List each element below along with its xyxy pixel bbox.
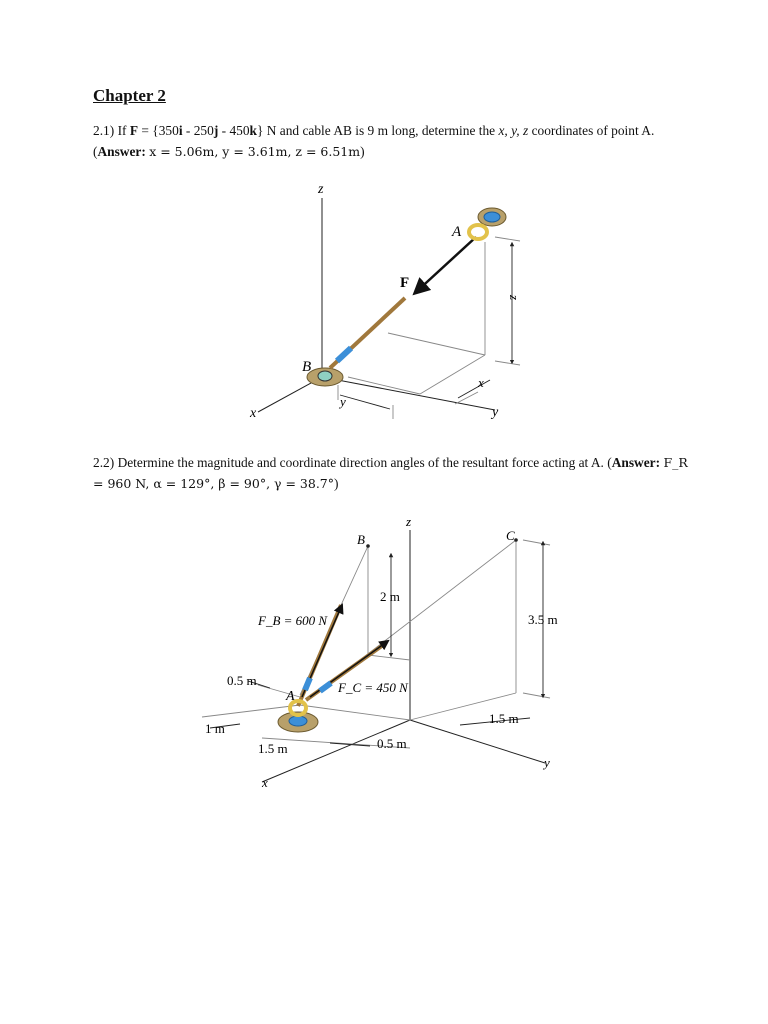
dim-3-5m-label: 3.5 m — [528, 612, 558, 627]
point-b-label: B — [302, 359, 312, 375]
point-c-dot — [514, 538, 518, 542]
dim-1m-label: 1 m — [205, 721, 225, 736]
point-c-label: C — [506, 528, 515, 543]
point-a-label: A — [452, 224, 462, 240]
force-f-label: F — [400, 275, 410, 291]
point-b-dot — [366, 544, 370, 548]
force-fc-label: F_C = 450 N — [338, 680, 408, 695]
point-b-label: B — [357, 532, 365, 547]
dim-1-5m-bottom-label: 1.5 m — [258, 741, 288, 756]
dim-0-5m-bottom-label: 0.5 m — [377, 736, 407, 751]
x-axis-label: x — [250, 406, 257, 421]
y-axis-line — [410, 720, 545, 763]
y-axis-label: y — [492, 405, 499, 420]
problem-2-1-statement: 2.1) If F = {350i - 250j - 450k} N and cable AB is 9 m long, determine the x, y, z coordinates of point A. (Answer: x = 5.06m, y = 3.61m, z = 6.51m) — [93, 123, 655, 159]
answer-value: F_R = 960 N, α = 129°, β = 90°, γ = 38.7° — [93, 455, 688, 491]
dim-1-5m-right-label: 1.5 m — [489, 711, 519, 726]
z-axis-label: z — [318, 182, 324, 197]
z-axis-label: z — [406, 514, 412, 529]
dim-2m-label: 2 m — [380, 589, 400, 604]
dim-0-5m-left-label: 0.5 m — [227, 673, 257, 688]
force-fb-label: F_B = 600 N — [258, 613, 328, 628]
answer-label: Answer: — [97, 144, 146, 159]
problem-2-2-statement: 2.2) Determine the magnitude and coordinate direction angles of the resultant force acting at A. (Answer: F_R = 960 N, α = 129°, β = 90°, γ = 38.7°) — [93, 455, 688, 491]
dim-x-label: x — [478, 375, 484, 390]
problem-number: 2.1) — [93, 123, 115, 138]
answer-label: Answer: — [611, 455, 661, 470]
answer-value: x = 5.06m, y = 3.61m, z = 6.51m — [149, 144, 361, 159]
y-axis-label: y — [544, 755, 550, 770]
problem-number: 2.2) — [93, 455, 115, 470]
cable-collar-b — [305, 678, 310, 690]
x-axis-label: x — [262, 775, 268, 790]
point-a-label: A — [286, 689, 295, 704]
cable-collar-c — [320, 683, 331, 691]
chapter-title: Chapter 2 — [93, 86, 166, 105]
dim-z-label: z — [507, 295, 522, 301]
dim-y-label: y — [340, 394, 346, 409]
